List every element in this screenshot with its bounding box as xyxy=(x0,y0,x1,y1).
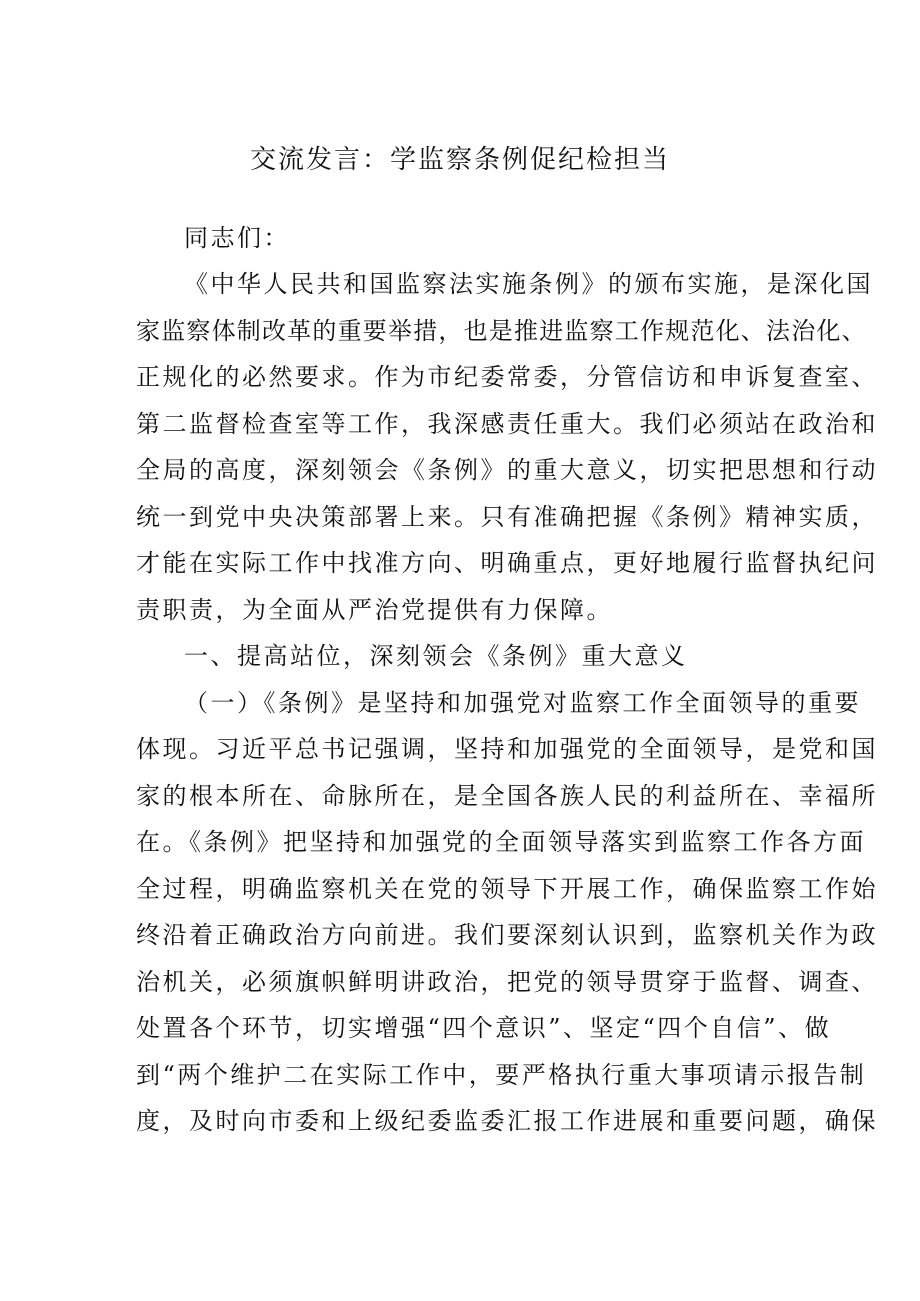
paragraph-line: 第二监督检查室等工作，我深感责任重大。我们必须站在政治和 xyxy=(136,410,878,438)
paragraph-line: 责职责，为全面从严治党提供有力保障。 xyxy=(136,596,613,624)
section-heading: 一、提高站位，深刻领会《条例》重大意义 xyxy=(184,642,688,670)
paragraph-line: 全过程，明确监察机关在党的领导下开展工作，确保监察工作始 xyxy=(136,875,878,903)
document-title: 交流发言：学监察条例促纪检担当 xyxy=(249,145,670,175)
salutation: 同志们： xyxy=(184,224,290,252)
paragraph-line: 治机关，必须旗帜鲜明讲政治，把党的领导贯穿于监督、调查、 xyxy=(136,968,878,996)
paragraph-line: 到“两个维护二在实际工作中，要严格执行重大事项请示报告制 xyxy=(136,1061,867,1089)
paragraph-line: 才能在实际工作中找准方向、明确重点，更好地履行监督执纪问 xyxy=(136,549,878,577)
paragraph-line: 全局的高度，深刻领会《条例》的重大意义，切实把思想和行动 xyxy=(136,456,878,484)
paragraph-line: 处置各个环节，切实增强“四个意识”、坚定“四个自信”、做 xyxy=(136,1014,832,1042)
paragraph-line: 终沿着正确政治方向前进。我们要深刻认识到，监察机关作为政 xyxy=(136,921,878,949)
paragraph-line: 正规化的必然要求。作为市纪委常委，分管信访和申诉复查室、 xyxy=(136,363,878,391)
paragraph-line: 《中华人民共和国监察法实施条例》的颁布实施，是深化国 xyxy=(184,270,873,298)
paragraph-line: 家监察体制改革的重要举措，也是推进监察工作规范化、法治化、 xyxy=(136,317,867,345)
paragraph-line: 家的根本所在、命脉所在，是全国各族人民的利益所在、幸福所 xyxy=(136,782,878,810)
paragraph-line: 度，及时向市委和上级纪委监委汇报工作进展和重要问题，确保 xyxy=(136,1107,878,1135)
paragraph-line: 在。《条例》把坚持和加强党的全面领导落实到监察工作各方面 xyxy=(136,828,866,856)
paragraph-line: 体现。习近平总书记强调，坚持和加强党的全面领导，是党和国 xyxy=(136,735,878,763)
paragraph-line: （一）《条例》是坚持和加强党对监察工作全面领导的重要 xyxy=(184,689,861,717)
paragraph-line: 统一到党中央决策部署上来。只有准确把握《条例》精神实质， xyxy=(136,503,878,531)
